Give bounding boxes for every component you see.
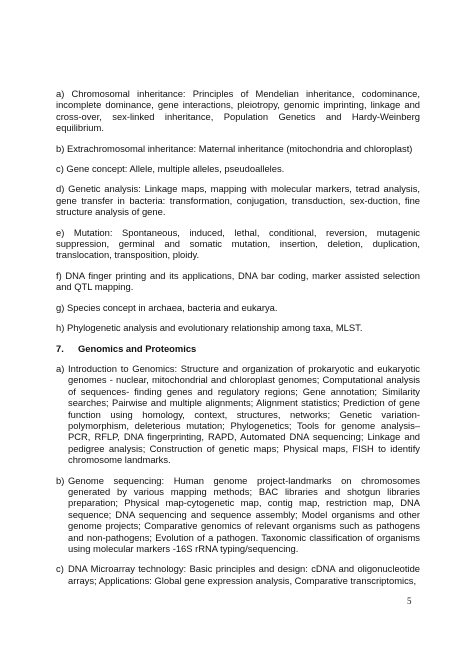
page-number: 5	[407, 596, 412, 606]
sub-item-text: Genome sequencing: Human genome project-landmarks on chromosomes generated by various mapping methods; BAC libraries and shotgun libraries preparation; Physical map-cytogenetic map, contig map, restriction map, DNA sequence; DNA sequencing and sequence assembly; Model organisms and other genome projects; Comparative genomics of relevant organisms such as pathogens and non-pathogens; Evolution of a pathogen. Taxonomic classification of organisms using molecular markers -16S rRNA typing/sequencing.	[68, 474, 420, 554]
sub-list-item	[56, 563, 420, 586]
sub-item-label: b)	[56, 474, 65, 486]
list-item: h) Phylogenetic analysis and evolutionary relationship among taxa, MLST.	[56, 322, 363, 334]
sub-list-item	[56, 475, 420, 555]
list-item: d) Genetic analysis: Linkage maps, mapping with molecular markers, tetrad analysis, gene transfer in bacteria: transformation, conjugation, transduction, sex-duction, fine structure analysis of gene.	[56, 183, 420, 218]
section-number: 7.	[56, 342, 64, 354]
document-page	[56, 88, 420, 595]
list-item: g) Species concept in archaea, bacteria and eukarya.	[56, 301, 278, 313]
section-title: Genomics and Proteomics	[78, 342, 197, 354]
sub-item-text: DNA Microarray technology: Basic principles and design: cDNA and oligonucleotide arrays; Applications: Global gene expression analysis, Comparative transcriptomics,	[68, 563, 420, 586]
section-heading	[56, 343, 420, 354]
list-item: f) DNA finger printing and its applications, DNA bar coding, marker assisted selection and QTL mapping.	[56, 269, 420, 293]
list-item: e) Mutation: Spontaneous, induced, lethal, conditional, reversion, mutagenic suppression, germinal and somatic mutation, insertion, deletion, duplication, translocation, transposition, ploidy.	[56, 226, 420, 261]
sub-item-label: a)	[56, 362, 65, 374]
list-item: b) Extrachromosomal inheritance: Maternal inheritance (mitochondria and chloroplast)	[56, 142, 413, 154]
sub-list-item	[56, 363, 420, 466]
list-item: a) Chromosomal inheritance: Principles of Mendelian inheritance, codominance, incomplete dominance, gene interactions, pleiotropy, genomic imprinting, linkage and cross-over, sex-linked inheritance, Population Genetics and Hardy-Weinberg equilibrium.	[56, 88, 420, 134]
sub-item-label: c)	[56, 563, 64, 575]
list-item: c) Gene concept: Allele, multiple alleles, pseudoalleles.	[56, 163, 285, 175]
sub-item-text: Introduction to Genomics: Structure and organization of prokaryotic and eukaryotic genomes - nuclear, mitochondrial and chloroplast genomes; Computational analysis of sequences- finding genes and regulatory regions; Gene annotation; Similarity searches; Pairwise and multiple alignments; Alignment statistics; Prediction of gene function using homology, context, structures, networks; Genetic variation-polymorphism, deleterious mutation; Phylogenetics; Tools for genome analysis–PCR, RFLP, DNA fingerprinting, RAPD, Automated DNA sequencing; Linkage and pedigree analysis; Construction of genetic maps; Physical maps, FISH to identify chromosome landmarks.	[68, 362, 420, 466]
